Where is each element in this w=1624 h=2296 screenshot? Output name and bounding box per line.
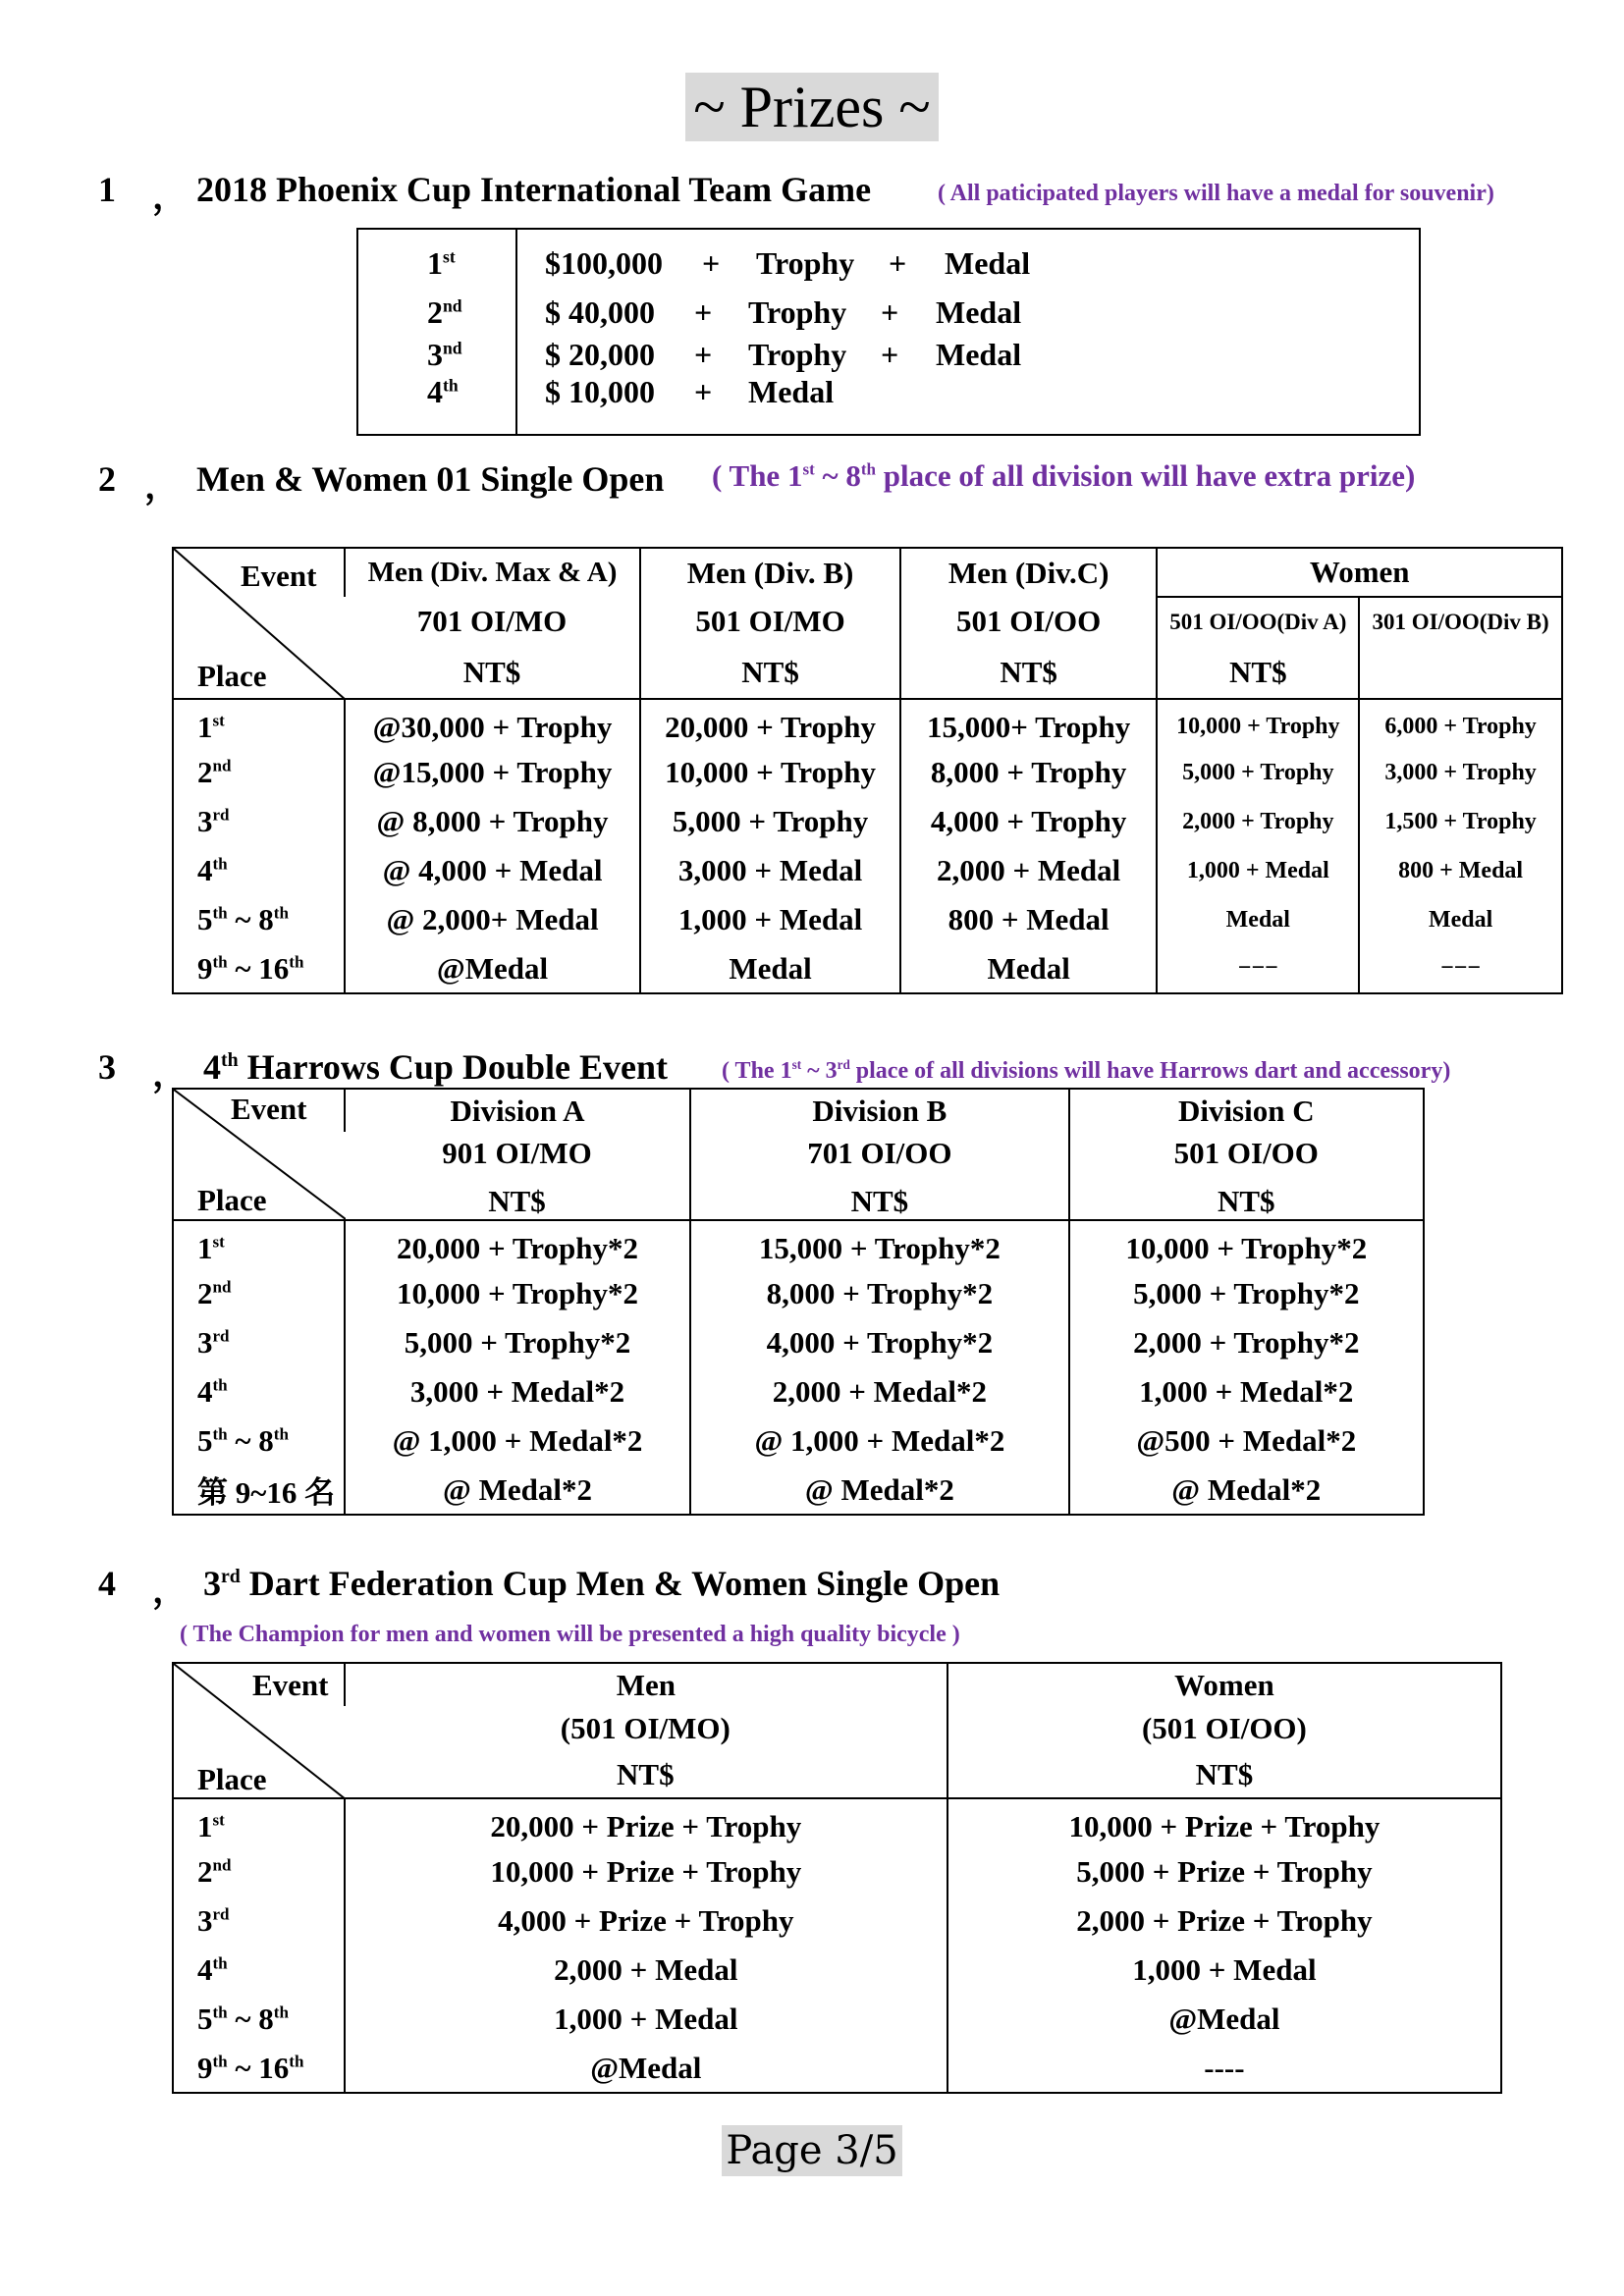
corner-header bbox=[173, 1089, 345, 1220]
prize-cell: 2,000 + Medal bbox=[345, 1946, 947, 1995]
currency-label: NT$ bbox=[345, 646, 641, 699]
place-cell: 2nd bbox=[197, 755, 232, 789]
section-note: ( The Champion for men and women will be presented a high quality bicycle ) bbox=[180, 1622, 960, 1647]
table-row bbox=[173, 1995, 1501, 2044]
col-sub-women-b: 301 OI/OO(Div B) bbox=[1359, 597, 1562, 646]
table-row bbox=[173, 1367, 1424, 1416]
section-number: 4 bbox=[98, 1564, 116, 1603]
place-cell: 2nd bbox=[197, 1854, 232, 1889]
table-row bbox=[173, 944, 1562, 993]
prize-cell: 3,000 + Trophy bbox=[1359, 748, 1562, 797]
page-title: ~ Prizes ~ bbox=[685, 73, 939, 141]
prize-amount: $100,000 bbox=[545, 245, 663, 281]
prize-cell: 4,000 + Trophy bbox=[900, 797, 1158, 846]
corner-event-label: Event bbox=[241, 559, 317, 593]
prize-cell: 4,000 + Trophy*2 bbox=[690, 1318, 1068, 1367]
prize-cell: @ Medal*2 bbox=[1069, 1466, 1424, 1515]
corner-place-label: Place bbox=[197, 1762, 267, 1796]
currency-label: NT$ bbox=[947, 1751, 1501, 1798]
currency-label: NT$ bbox=[345, 1751, 947, 1798]
prize-cell: @ 8,000 + Trophy bbox=[345, 797, 641, 846]
prize-cell: @ 4,000 + Medal bbox=[345, 846, 641, 895]
prize-cell: 5,000 + Trophy bbox=[1157, 748, 1359, 797]
col-sub-women: (501 OI/OO) bbox=[947, 1706, 1501, 1751]
col-sub-men-b: 501 OI/MO bbox=[640, 597, 900, 646]
prize-cell: 800 + Medal bbox=[900, 895, 1158, 944]
section-title: 2018 Phoenix Cup International Team Game bbox=[196, 170, 872, 209]
prize-cell: @Medal bbox=[345, 944, 641, 993]
section-comma: ， bbox=[144, 466, 181, 506]
currency-label: NT$ bbox=[1069, 1175, 1424, 1220]
prize-cell: @ 1,000 + Medal*2 bbox=[690, 1416, 1068, 1466]
section-note: ( All paticipated players will have a medal for souvenir) bbox=[938, 181, 1494, 206]
prize-cell: 10,000 + Trophy*2 bbox=[1069, 1220, 1424, 1269]
place-cell: 5th ~ 8th bbox=[197, 1423, 289, 1458]
corner-place-label: Place bbox=[197, 1183, 267, 1217]
prize-cell: −−− bbox=[1359, 944, 1562, 993]
prize-cell: 2,000 + Medal*2 bbox=[690, 1367, 1068, 1416]
table-row bbox=[173, 1847, 1501, 1896]
corner-event-label: Event bbox=[252, 1668, 329, 1702]
col-sub-men-c: 501 OI/OO bbox=[900, 597, 1158, 646]
place-label: 3nd bbox=[427, 337, 462, 372]
place-cell: 3rd bbox=[197, 1903, 230, 1938]
col-sub-men-max-a: 701 OI/MO bbox=[416, 604, 568, 638]
prize-cell: @15,000 + Trophy bbox=[345, 748, 641, 797]
prize-cell: Medal bbox=[1157, 895, 1359, 944]
place-cell: 1st bbox=[197, 1230, 225, 1265]
currency-label: NT$ bbox=[640, 646, 900, 699]
place-cell: 1st bbox=[197, 709, 225, 744]
prize-cell: @ Medal*2 bbox=[345, 1466, 690, 1515]
currency-label: NT$ bbox=[1157, 646, 1359, 699]
page-number: Page 3/5 bbox=[722, 2125, 901, 2176]
corner-header bbox=[173, 1663, 345, 1798]
section-1-heading bbox=[98, 169, 1571, 216]
prize-cell: @500 + Medal*2 bbox=[1069, 1416, 1424, 1466]
place-cell: 第 9~16 名 bbox=[197, 1475, 336, 1510]
place-cell: 9th ~ 16th bbox=[197, 950, 304, 986]
prize-cell: @Medal bbox=[345, 2044, 947, 2093]
page-number-wrap bbox=[0, 2125, 1624, 2176]
prize-item: Trophy bbox=[748, 294, 847, 330]
place-label: 1st bbox=[427, 245, 456, 281]
prize-cell: @ Medal*2 bbox=[690, 1466, 1068, 1515]
section-2-heading bbox=[98, 458, 1571, 506]
double-event-prize-table bbox=[172, 1088, 1425, 1516]
currency-label: NT$ bbox=[900, 646, 1158, 699]
prize-cell: 4,000 + Prize + Trophy bbox=[345, 1896, 947, 1946]
prize-cell: ---- bbox=[947, 2044, 1501, 2093]
currency-label: NT$ bbox=[690, 1175, 1068, 1220]
prize-cell: 20,000 + Trophy*2 bbox=[345, 1220, 690, 1269]
plus-sign: + bbox=[694, 294, 713, 330]
prize-cell: Medal bbox=[900, 944, 1158, 993]
section-note: ( The 1st ~ 8th place of all division will have extra prize) bbox=[712, 458, 1416, 493]
section-number: 1 bbox=[98, 170, 116, 209]
prize-cell: @ 1,000 + Medal*2 bbox=[345, 1416, 690, 1466]
prize-cell: 10,000 + Trophy*2 bbox=[345, 1269, 690, 1318]
prize-cell: 5,000 + Trophy*2 bbox=[1069, 1269, 1424, 1318]
prize-cell: 10,000 + Prize + Trophy bbox=[345, 1847, 947, 1896]
prize-cell: −−− bbox=[1157, 944, 1359, 993]
section-3-heading bbox=[98, 1046, 1624, 1094]
prize-item: Trophy bbox=[756, 245, 855, 281]
table-row bbox=[173, 1269, 1424, 1318]
table-row bbox=[173, 797, 1562, 846]
section-note: ( The 1st ~ 3rd place of all divisions will have Harrows dart and accessory) bbox=[722, 1057, 1451, 1084]
plus-sign: + bbox=[881, 337, 899, 372]
prize-cell: 2,000 + Trophy*2 bbox=[1069, 1318, 1424, 1367]
col-sub-women-a: 501 OI/OO(Div A) bbox=[1157, 597, 1359, 646]
col-head-men-c: Men (Div.C) bbox=[900, 548, 1158, 597]
place-cell: 4th bbox=[197, 1952, 228, 1987]
table-row bbox=[173, 2044, 1501, 2093]
prize-cell: 3,000 + Medal*2 bbox=[345, 1367, 690, 1416]
table-row bbox=[173, 748, 1562, 797]
prize-cell: 10,000 + Trophy bbox=[1157, 699, 1359, 748]
col-sub-division-c: 501 OI/OO bbox=[1069, 1132, 1424, 1175]
section-comma: ， bbox=[152, 1571, 189, 1610]
prize-amount: $ 20,000 bbox=[545, 337, 655, 372]
plus-sign: + bbox=[694, 374, 713, 409]
prize-cell: 1,000 + Medal bbox=[1157, 846, 1359, 895]
prize-cell: 8,000 + Trophy*2 bbox=[690, 1269, 1068, 1318]
single-open-prize-table bbox=[172, 547, 1563, 994]
prize-cell: 3,000 + Medal bbox=[640, 846, 900, 895]
col-sub-division-a: 901 OI/MO bbox=[442, 1136, 592, 1170]
plus-sign: + bbox=[889, 245, 907, 281]
col-head-women: Women bbox=[1157, 548, 1562, 597]
prize-cell: 2,000 + Trophy bbox=[1157, 797, 1359, 846]
place-cell: 3rd bbox=[197, 804, 230, 838]
col-sub-men: (501 OI/MO) bbox=[560, 1711, 731, 1745]
prize-cell: 5,000 + Prize + Trophy bbox=[947, 1847, 1501, 1896]
prize-cell: 20,000 + Trophy bbox=[640, 699, 900, 748]
col-head-men: Men bbox=[345, 1663, 947, 1706]
prize-cell: 6,000 + Trophy bbox=[1359, 699, 1562, 748]
prize-cell: 2,000 + Prize + Trophy bbox=[947, 1896, 1501, 1946]
col-head-women: Women bbox=[947, 1663, 1501, 1706]
prize-cell: @30,000 + Trophy bbox=[345, 699, 641, 748]
corner-header bbox=[173, 548, 345, 699]
prize-cell: 5,000 + Trophy*2 bbox=[345, 1318, 690, 1367]
col-head-division-a: Division A bbox=[345, 1089, 690, 1132]
place-label: 2nd bbox=[427, 294, 462, 330]
prize-cell: 1,000 + Medal bbox=[640, 895, 900, 944]
page-title-wrap bbox=[0, 73, 1624, 141]
prize-cell: Medal bbox=[640, 944, 900, 993]
col-head-men-max-a: Men (Div. Max & A) bbox=[345, 548, 641, 597]
table-row bbox=[173, 1318, 1424, 1367]
prize-item: Medal bbox=[936, 294, 1022, 330]
section-comma: ， bbox=[152, 1054, 189, 1094]
col-sub-division-b: 701 OI/OO bbox=[690, 1132, 1068, 1175]
section-number: 2 bbox=[98, 459, 116, 499]
place-label: 4th bbox=[427, 374, 459, 409]
prize-cell: 20,000 + Prize + Trophy bbox=[345, 1798, 947, 1847]
col-head-division-b: Division B bbox=[690, 1089, 1068, 1132]
plus-sign: + bbox=[702, 245, 721, 281]
place-cell: 3rd bbox=[197, 1325, 230, 1360]
place-cell: 1st bbox=[197, 1808, 225, 1843]
prize-cell: 1,000 + Medal*2 bbox=[1069, 1367, 1424, 1416]
prize-cell: 1,000 + Medal bbox=[345, 1995, 947, 2044]
prize-item: Medal bbox=[945, 245, 1031, 281]
currency-label bbox=[1359, 646, 1562, 699]
prize-cell: Medal bbox=[1359, 895, 1562, 944]
currency-label: NT$ bbox=[345, 1175, 690, 1220]
prize-cell: 10,000 + Prize + Trophy bbox=[947, 1798, 1501, 1847]
table-row bbox=[173, 699, 1562, 748]
table-row bbox=[173, 895, 1562, 944]
prize-cell: 1,500 + Trophy bbox=[1359, 797, 1562, 846]
federation-cup-prize-table bbox=[172, 1662, 1502, 2094]
plus-sign: + bbox=[881, 294, 899, 330]
table-row bbox=[173, 1466, 1424, 1515]
corner-place-label: Place bbox=[197, 659, 267, 693]
table-row bbox=[173, 846, 1562, 895]
prize-item: Medal bbox=[936, 337, 1022, 372]
prize-amount: $ 40,000 bbox=[545, 294, 655, 330]
section-title: 4th Harrows Cup Double Event bbox=[203, 1047, 668, 1087]
prize-cell: 2,000 + Medal bbox=[900, 846, 1158, 895]
table-row bbox=[173, 1896, 1501, 1946]
prize-cell: 8,000 + Trophy bbox=[900, 748, 1158, 797]
prize-cell: 10,000 + Trophy bbox=[640, 748, 900, 797]
place-cell: 4th bbox=[197, 853, 228, 887]
prize-cell: 1,000 + Medal bbox=[947, 1946, 1501, 1995]
place-cell: 4th bbox=[197, 1374, 228, 1409]
prize-cell: 5,000 + Trophy bbox=[640, 797, 900, 846]
prize-item: Medal bbox=[748, 374, 835, 409]
prize-cell: 800 + Medal bbox=[1359, 846, 1562, 895]
table-row bbox=[173, 1946, 1501, 1995]
place-cell: 5th ~ 8th bbox=[197, 902, 289, 936]
place-cell: 2nd bbox=[197, 1276, 232, 1310]
col-head-division-c: Division C bbox=[1069, 1089, 1424, 1132]
prize-cell: @ 2,000+ Medal bbox=[345, 895, 641, 944]
plus-sign: + bbox=[694, 337, 713, 372]
table-row bbox=[173, 1416, 1424, 1466]
place-cell: 5th ~ 8th bbox=[197, 2002, 289, 2036]
prize-cell: 15,000 + Trophy*2 bbox=[690, 1220, 1068, 1269]
prize-item: Trophy bbox=[748, 337, 847, 372]
table-row bbox=[173, 1798, 1501, 1847]
corner-event-label: Event bbox=[231, 1092, 307, 1126]
section-title: 3rd Dart Federation Cup Men & Women Single Open bbox=[203, 1564, 1001, 1603]
prize-cell: 15,000+ Trophy bbox=[900, 699, 1158, 748]
section-comma: ， bbox=[152, 177, 189, 216]
col-head-men-b: Men (Div. B) bbox=[640, 548, 900, 597]
prize-amount: $ 10,000 bbox=[545, 374, 655, 409]
prize-cell: @Medal bbox=[947, 1995, 1501, 2044]
section-number: 3 bbox=[98, 1047, 116, 1087]
section-title: Men & Women 01 Single Open bbox=[196, 459, 665, 499]
section-4-heading bbox=[98, 1563, 1571, 1610]
place-cell: 9th ~ 16th bbox=[197, 2050, 304, 2085]
table-row bbox=[173, 1220, 1424, 1269]
